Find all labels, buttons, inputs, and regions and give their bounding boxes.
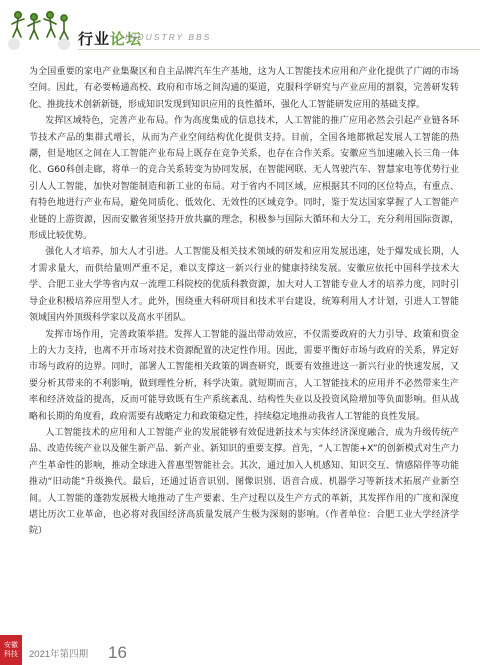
article-body	[29, 64, 459, 540]
page-footer	[0, 635, 480, 665]
badge-line-2: 科技	[4, 650, 18, 658]
figures-logo-icon	[4, 6, 74, 52]
paragraph: 发挥市场作用，完善政策举措。发挥人工智能的溢出带动效应，不仅需要政府的大力引导、政策和资金上的大力支持，也离不开市场对技术资源配置的决定性作用。因此，需要平衡好市场与政府的关系，界定好市场与政府的边界。同时，部署人工智能相关政策的调查研究，既要有效推进这一新兴行业的快速发展，又要分析其带来的不利影响，做到理性分析，科学决策。就短期而言，人工智能技术的应用并不必然带来生产率和经济效益的提高，反而可能导致既有生产系统紊乱、结构性失业以及投资风险增加等负面影响。但从战略和长期的角度看，政府需要有战略定力和政策稳定性，持续稳定地推动我省人工智能的良性发展。	[29, 329, 459, 422]
header-divider	[78, 49, 480, 50]
badge-line-1: 安徽	[4, 641, 18, 649]
page-header	[0, 0, 480, 58]
journal-badge	[0, 635, 22, 665]
column-title-plain: 行业	[78, 30, 111, 48]
paragraph: 人工智能技术的应用和人工智能产业的发展能够有效促进新技术与实体经济深度融合，成为升级传统产品、改造传统产业以及催生新产品、新产业、新知识的重要支撑。首先，“人工智能+X”的创新模式对生产力产生革命性的影响，推动全球进入普惠型智能社会。其次，通过加入人机感知、知识交互、情感陪伴等功能推动“旧动能”升级换代。最后，还通过语音识别、图像识别、语音合成、机器学习等新技术拓展产业新空间。人工智能的蓬勃发展极大地推动了生产要素、生产过程以及生产方式的革新，其发挥作用的广度和深度堪比历次工业革命，也必将对我国经济高质量发展产生极为深刻的影响。（作者单位：合肥工业大学经济学院）	[29, 427, 459, 537]
column-subtitle: INDUSTRY BBS	[125, 32, 212, 42]
issue-label: 2021年第四期	[29, 649, 89, 660]
column-title-accent: 论坛	[110, 30, 143, 48]
paragraph: 发挥区域特色，完善产业布局。作为高度集成的信息技术，人工智能的推广应用必然会引起产业链各环节技术产品的集群式增长，从而为产业空间结构优化提供支持。目前，全国各地都掀起发展人工智能的热潮，但是地区之间在人工智能产业布局上既存在竞争关系，也存在合作关系。安徽应当加速融入长三角一体化、G60科创走廊，将单一的竞合关系转变为协同发展，在智能网联、无人驾驶汽车、智慧家电等优势行业引人人工智能，加快对智能制造和新工业的布局。对于省内不同区域，应根据其不同的区位特点，有重点、有特色地进行产业布局，避免同质化、低效化、无效性的区域竞争。同时，鉴于发达国家掌握了人工智能产业链的上游资源，因而安徽省须坚持开放共赢的理念，积极参与国际大循环和大分工，充分利用国际资源，形成比较优势。	[29, 116, 459, 242]
paragraph: 强化人才培养，加大人才引进。人工智能及相关技术领域的研发和应用发展迅速，处于爆发成长期，人才需求量大，而供给量则严重不足，难以支撑这一新兴行业的健康持续发展。安徽应依托中国科学技术大学、合肥工业大学等省内双一流理工科院校的优质科教资源，加大对人工智能专业人才的培养力度，同时引导企业积极培养应用型人才。此外，围绕重大科研项目和技术平台建设，统筹利用人才计划，引进人工智能领域国内外顶级科学家以及高水平团队。	[29, 247, 459, 324]
page-number: 16	[108, 643, 127, 662]
paragraph: 为全国重要的家电产业集聚区和自主品牌汽车生产基地，这为人工智能技术应用和产业化提供了广阔的市场空间。因此，有必要畅通高校、政府和市场之间沟通的渠道，克服科学研究与产业应用的割裂，完善研发转化、推拢技术创新新链，形成知识发现到知识应用的良性循环，强化人工智能研发应用的基础支撑。	[29, 67, 459, 110]
